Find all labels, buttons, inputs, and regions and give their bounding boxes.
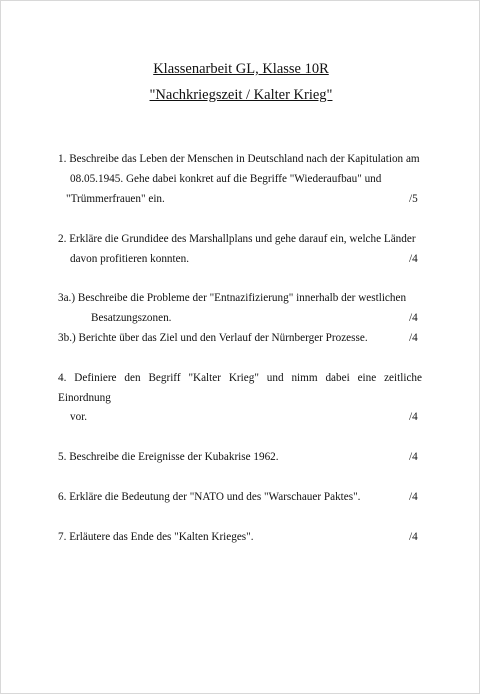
task-4-line-3: vor. bbox=[70, 411, 88, 423]
task-1-points: /5 bbox=[409, 193, 418, 205]
task-1-line-3: "Trümmerfrauen" ein. bbox=[66, 193, 165, 205]
task-7-line-1: 7. Erläutere das Ende des "Kalten Krieges". bbox=[58, 531, 254, 543]
task-3a-line-2: Besatzungszonen. bbox=[91, 312, 172, 324]
task-4-line-1: 4. Definiere den Begriff "Kalter Krieg" und nimm dabei eine zeitliche bbox=[58, 372, 422, 384]
task-1-line-2: 08.05.1945. Gehe dabei konkret auf die Begriffe "Wiederaufbau" und bbox=[70, 173, 382, 185]
task-3a-line-1: 3a.) Beschreibe die Probleme der "Entnazifizierung" innerhalb der westlichen bbox=[58, 292, 407, 304]
task-5-line-1: 5. Beschreibe die Ereignisse der Kubakrise 1962. bbox=[58, 451, 279, 463]
task-3b-line-1: 3b.) Berichte über das Ziel und den Verlauf der Nürnberger Prozesse. bbox=[58, 332, 368, 344]
task-2-line-2: davon profitieren konnten. bbox=[70, 253, 189, 265]
task-1-line-1: 1. Beschreibe das Leben der Menschen in Deutschland nach der Kapitulation am bbox=[58, 153, 420, 165]
page-title: Klassenarbeit GL, Klasse 10R bbox=[153, 61, 329, 77]
task-4-line-2: Einordnung bbox=[58, 392, 111, 404]
task-7-points: /4 bbox=[409, 531, 418, 543]
task-3a-points: /4 bbox=[409, 312, 418, 324]
task-3b-points: /4 bbox=[409, 332, 418, 344]
task-6-points: /4 bbox=[409, 491, 418, 503]
task-5-points: /4 bbox=[409, 451, 418, 463]
page-subtitle: "Nachkriegszeit / Kalter Krieg" bbox=[149, 87, 333, 103]
task-2-line-1: 2. Erkläre die Grundidee des Marshallplans und gehe darauf ein, welche Länder bbox=[58, 233, 416, 245]
task-4-points: /4 bbox=[409, 411, 418, 423]
task-6-line-1: 6. Erkläre die Bedeutung der "NATO und des "Warschauer Paktes". bbox=[58, 491, 361, 503]
task-2-points: /4 bbox=[409, 253, 418, 265]
